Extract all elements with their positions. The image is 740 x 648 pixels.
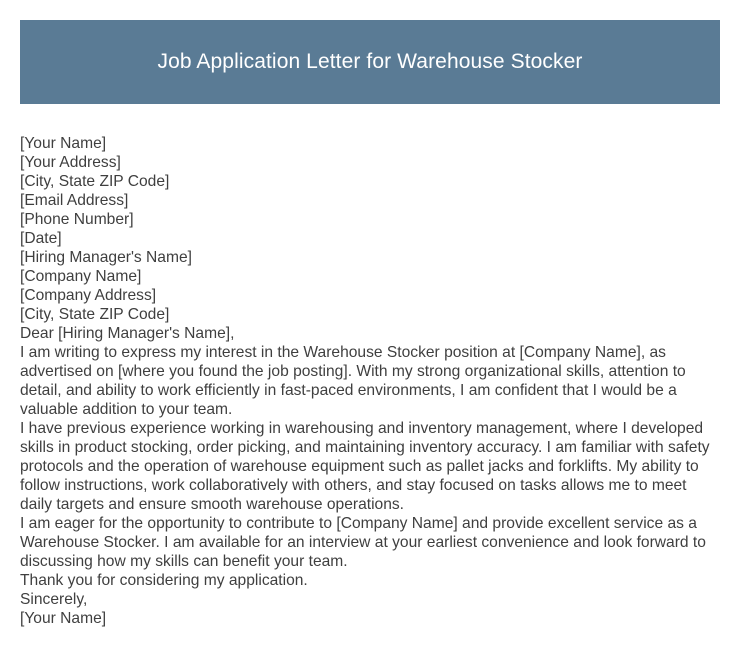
sender-phone: [Phone Number]: [20, 211, 134, 228]
sender-address: [Your Address]: [20, 154, 121, 171]
letter-date: [Date]: [20, 230, 62, 247]
recipient-city-state-zip: [City, State ZIP Code]: [20, 306, 170, 323]
signature: [Your Name]: [20, 610, 107, 627]
recipient-company-name: [Company Name]: [20, 268, 142, 285]
recipient-company-address: [Company Address]: [20, 287, 157, 304]
paragraph-experience: I have previous experience working in warehousing and inventory management, where I developed skills in product stocking, order picking, and maintaining inventory accuracy. I am familiar with safety protocols and the operation of warehouse equipment such as pallet jacks and forklifts. My ability to follow instructions, work collaboratively with others, and stay focused on tasks allows me to meet daily targets and ensure smooth warehouse operations.: [20, 420, 710, 513]
salutation: Dear [Hiring Manager's Name],: [20, 325, 235, 342]
paragraph-eagerness: I am eager for the opportunity to contribute to [Company Name] and provide excellent service as a Warehouse Stocker. I am available for an interview at your earliest convenience and look forward to discussing how my skills can benefit your team.: [20, 515, 706, 570]
recipient-manager-name: [Hiring Manager's Name]: [20, 249, 192, 266]
sender-city-state-zip: [City, State ZIP Code]: [20, 173, 170, 190]
sender-name: [Your Name]: [20, 135, 107, 152]
title-banner: [20, 20, 720, 104]
paragraph-thanks: Thank you for considering my application.: [20, 572, 308, 589]
paragraph-intro: I am writing to express my interest in the Warehouse Stocker position at [Company Name], as advertised on [where you found the job posting]. With my strong organizational skills, attention to detail, and ability to work efficiently in fast-paced environments, I am confident that I would be a valuable addition to your team.: [20, 344, 686, 418]
letter-body: [20, 134, 722, 628]
sender-email: [Email Address]: [20, 192, 129, 209]
closing: Sincerely,: [20, 591, 88, 608]
page-title: Job Application Letter for Warehouse Stocker: [157, 50, 583, 73]
